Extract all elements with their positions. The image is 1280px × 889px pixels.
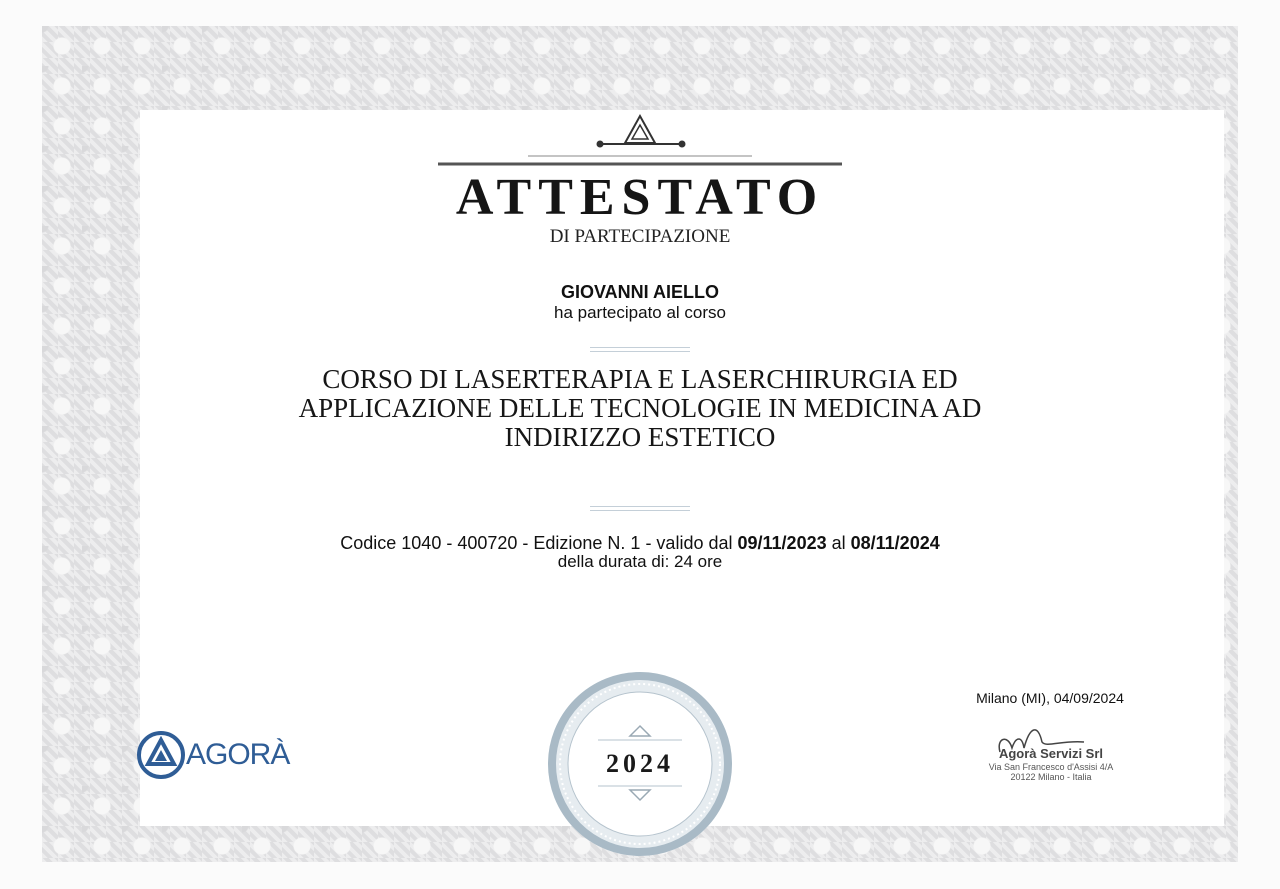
stamp-address-line2: 20122 Milano - Italia [1010,772,1092,782]
valid-to-date: 08/11/2024 [850,533,940,553]
participation-text: ha partecipato al corso [554,303,726,322]
title-ornament-icon [436,110,844,170]
company-stamp [966,718,1136,788]
agora-logo [136,728,296,784]
recipient-name: GIOVANNI AIELLO [560,282,719,302]
course-title: CORSO DI LASERTERAPIA E LASERCHIRURGIA ED APPLICAZIONE DELLE TECNOLOGIE IN MEDICINA AD INDIRIZZO ESTETICO [298,364,982,452]
agora-triangle-logo-icon [136,730,188,782]
seal-year: 2024 [606,749,674,778]
valid-connector: al [826,533,851,553]
divider [590,347,690,352]
divider [590,506,690,511]
certificate-subtitle: DI PARTECIPAZIONE [549,226,731,247]
stamp-address-line1: Via San Francesco d'Assisi 4/A [988,762,1114,772]
certificate-title: ATTESTATO [455,169,825,226]
course-code-text: Codice 1040 - 400720 - Edizione N. 1 - valido dal [340,533,738,553]
valid-from-date: 09/11/2023 [737,533,827,553]
duration-text: della durata di: 24 ore [557,552,723,571]
place-date: Milano (MI), 04/09/2024 [976,690,1124,706]
stamp-company: Agorà Servizi Srl [998,746,1104,761]
course-code-line [0,532,1280,554]
year-seal [544,668,736,860]
agora-logo-text: AGORÀ [186,738,290,771]
